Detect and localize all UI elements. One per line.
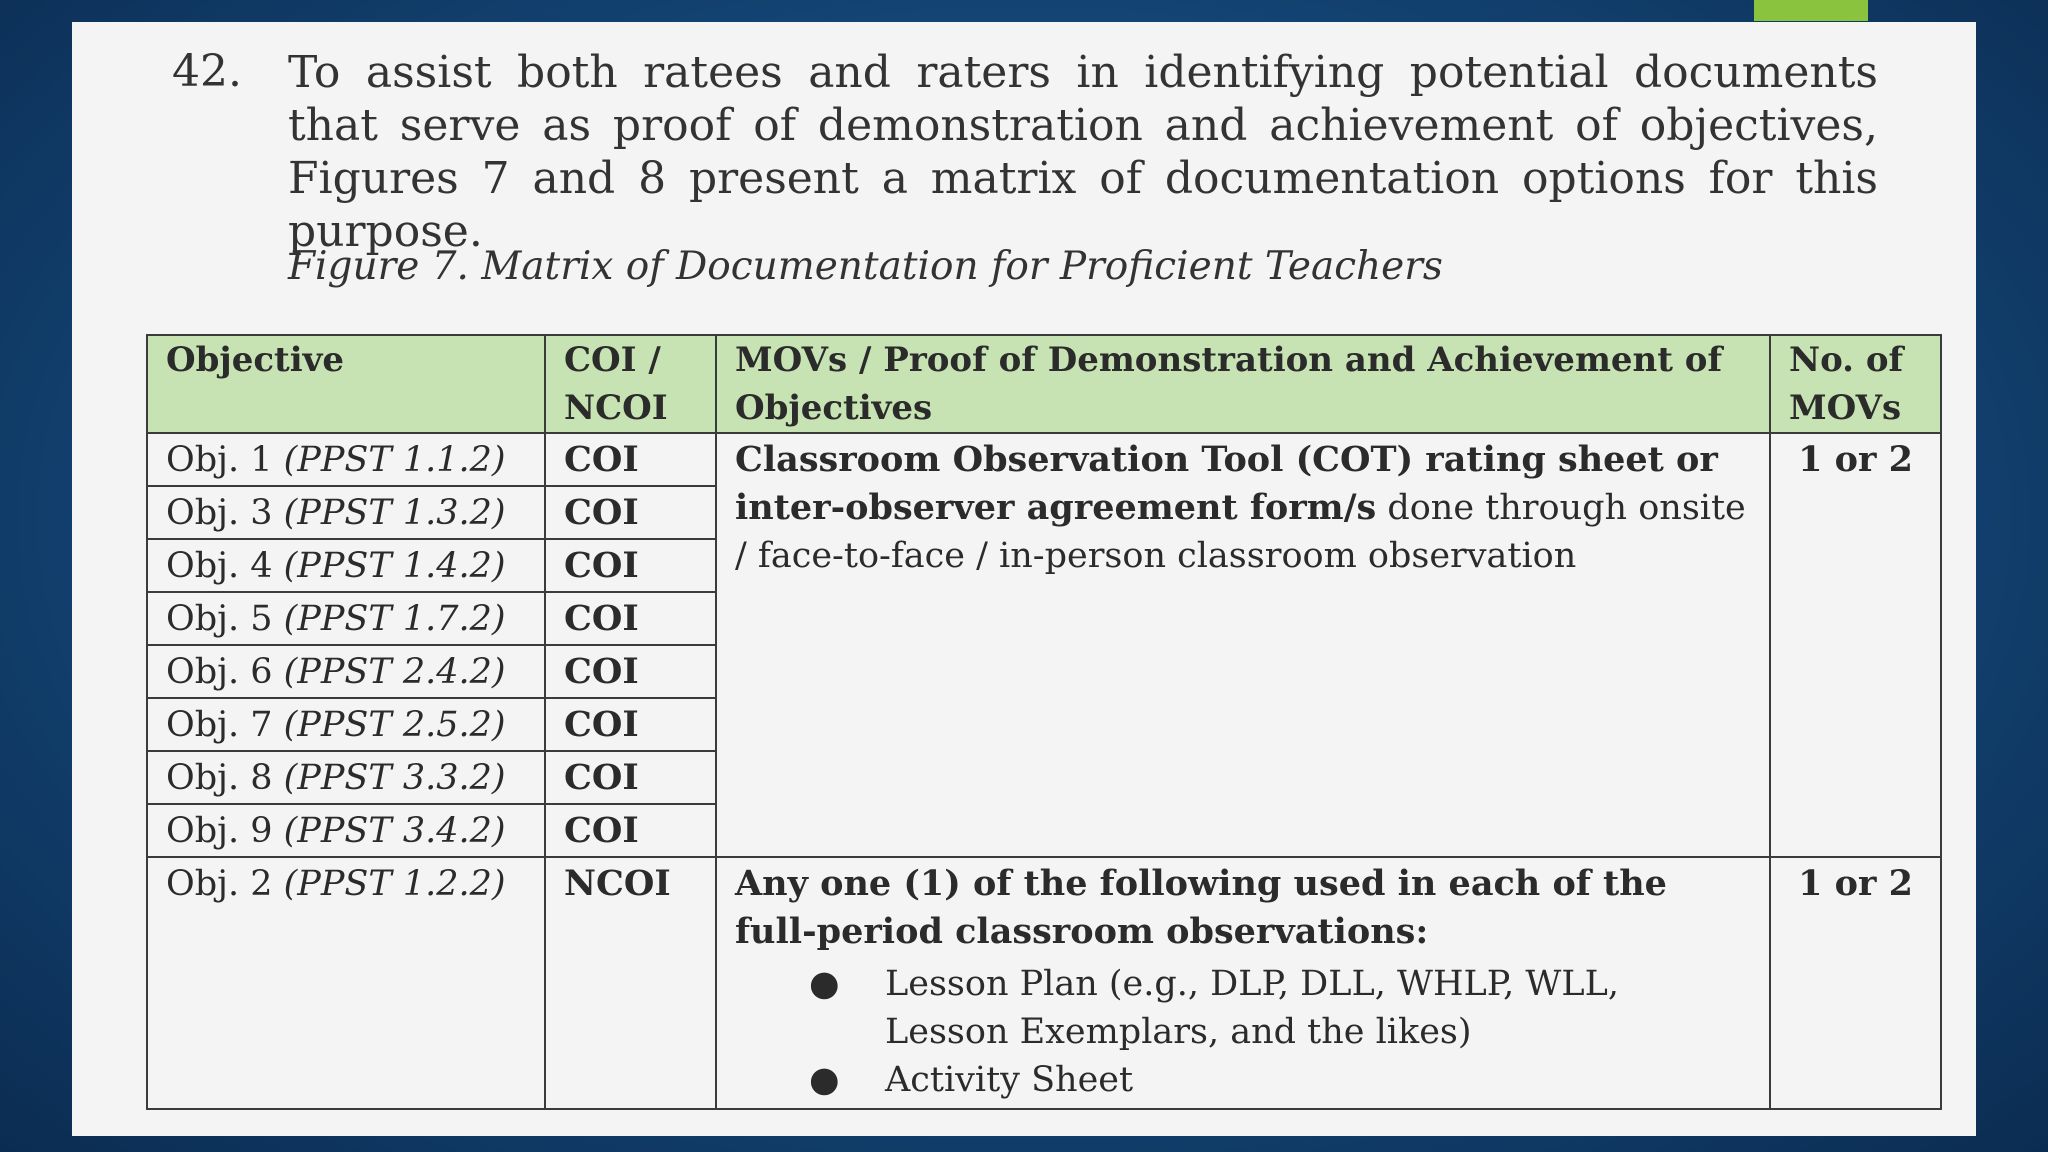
objective-cell	[147, 751, 545, 804]
bullet-icon: ●	[809, 1060, 840, 1100]
coi-cell: COI	[545, 751, 716, 804]
objective-cell	[147, 592, 545, 645]
table-row	[147, 433, 1941, 486]
coi-mov-cell	[716, 433, 1770, 857]
ncoi-no-of-movs: 1 or 2	[1770, 857, 1941, 1109]
objective-label: Obj. 6	[166, 652, 273, 692]
objective-cell	[147, 857, 545, 1109]
ppst-code: (PPST 2.5.2)	[283, 705, 506, 745]
ppst-code: (PPST 1.2.2)	[283, 864, 506, 904]
objective-label: Obj. 3	[166, 493, 273, 533]
list-item	[735, 960, 1751, 1056]
header-coi-ncoi: COI / NCOI	[545, 335, 716, 433]
ppst-code: (PPST 1.3.2)	[283, 493, 506, 533]
coi-mov-bold: Classroom Observation Tool (COT) rating sheet or inter-observer agreement form/s	[735, 439, 1718, 528]
ppst-code: (PPST 3.3.2)	[283, 758, 506, 798]
ppst-code: (PPST 1.1.2)	[283, 440, 506, 480]
coi-mov-rest: done through onsite / face-to-face / in-person classroom observation	[735, 488, 1746, 576]
objective-cell	[147, 804, 545, 857]
header-no-of-movs: No. of MOVs	[1770, 335, 1941, 433]
objective-cell	[147, 698, 545, 751]
objective-label: Obj. 8	[166, 758, 273, 798]
paragraph-text: To assist both ratees and raters in identifying potential documents that serve as proof of demonstration and achievement of objectives, Figures 7 and 8 present a matrix of documentation options for this purpose.	[288, 47, 1878, 257]
ppst-code: (PPST 1.7.2)	[283, 599, 506, 639]
coi-cell: COI	[545, 486, 716, 539]
table-header-row	[147, 335, 1941, 433]
ppst-code: (PPST 2.4.2)	[283, 652, 506, 692]
coi-cell: COI	[545, 433, 716, 486]
objective-cell	[147, 539, 545, 592]
objective-label: Obj. 2	[166, 864, 273, 904]
header-movs: MOVs / Proof of Demonstration and Achievement of Objectives	[716, 335, 1770, 433]
document-page	[72, 22, 1976, 1136]
coi-cell: COI	[545, 539, 716, 592]
ppst-code: (PPST 1.4.2)	[283, 546, 506, 586]
ppst-code: (PPST 3.4.2)	[283, 811, 506, 851]
accent-block	[1754, 0, 1868, 21]
list-item	[735, 1056, 1751, 1104]
mov-list	[735, 960, 1751, 1104]
ncoi-cell: NCOI	[545, 857, 716, 1109]
coi-cell: COI	[545, 804, 716, 857]
coi-no-of-movs: 1 or 2	[1770, 433, 1941, 857]
objective-label: Obj. 7	[166, 705, 273, 745]
coi-cell: COI	[545, 645, 716, 698]
objective-label: Obj. 9	[166, 811, 273, 851]
paragraph-number: 42.	[172, 46, 242, 97]
objective-cell	[147, 433, 545, 486]
table-row-ncoi	[147, 857, 1941, 1109]
bullet-icon: ●	[809, 964, 840, 1004]
objective-cell	[147, 486, 545, 539]
header-objective: Objective	[147, 335, 545, 433]
coi-cell: COI	[545, 592, 716, 645]
ncoi-mov-intro: Any one (1) of the following used in each of the full-period classroom observations:	[735, 863, 1667, 952]
objective-cell	[147, 645, 545, 698]
objective-label: Obj. 5	[166, 599, 273, 639]
ncoi-mov-cell	[716, 857, 1770, 1109]
objective-label: Obj. 4	[166, 546, 273, 586]
documentation-matrix-table	[146, 334, 1942, 1110]
objective-label: Obj. 1	[166, 440, 273, 480]
coi-cell: COI	[545, 698, 716, 751]
mov-item-text: Lesson Plan (e.g., DLP, DLL, WHLP, WLL, Lesson Exemplars, and the likes)	[885, 964, 1620, 1052]
figure-caption: Figure 7. Matrix of Documentation for Proficient Teachers	[288, 244, 1443, 289]
mov-item-text: Activity Sheet	[885, 1060, 1134, 1100]
